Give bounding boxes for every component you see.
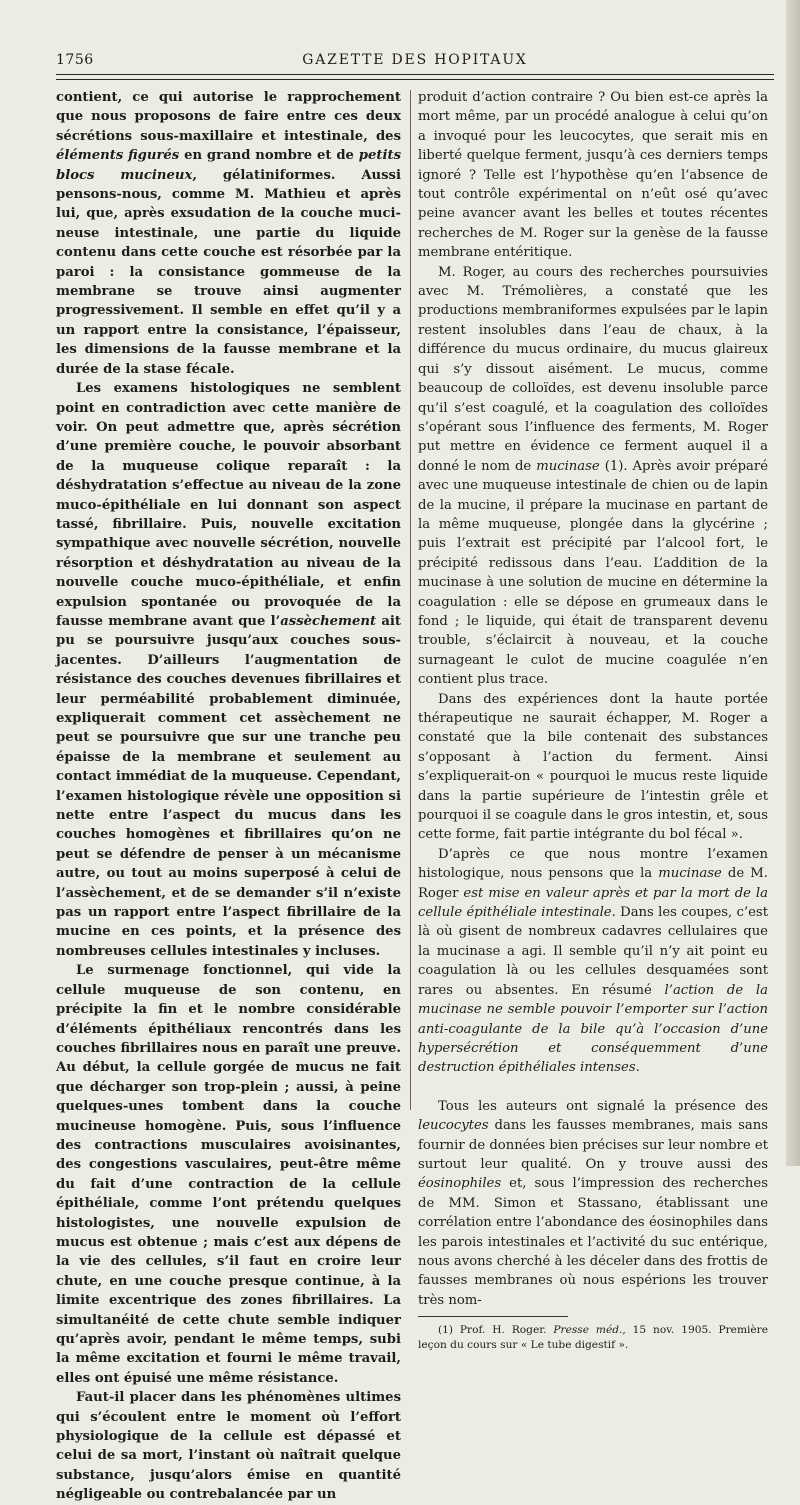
right-paragraph-4: D’après ce que nous montre l’examen histologique, nous pensons que la mucinase de M. Roger est mise en valeur après et par la mort de la cellule épithéliale intestinale. Dans les coupes, c’est là où gisent de nombreux cadavres cellulaires que la mucinase a agi. Il semble qu’il n’y ait point eu coagulation là ou les cellules desquamées sont rares ou absentes. En résumé l’action de la mucinase ne semble pouvoir l’emporter sur l’action anti-coagulante de la bile qu’à l’occasion d’une hypersécrétion et conséquemment d’une destruction épithéliales intenses. — [418, 846, 769, 1076]
left-column — [56, 88, 401, 1505]
column-divider — [410, 90, 411, 1110]
footnote-rule — [418, 1316, 568, 1317]
footnote: (1) Prof. H. Roger. Presse méd., 15 nov. 1905. Première leçon du cours sur « Le tube digestif ». — [418, 1324, 768, 1352]
page-header — [56, 48, 774, 70]
left-paragraph-3: Le surmenage fonctionnel, qui vide la cellule muqueuse de son contenu, en précipite la fin et le nombre considérable d’éléments épithéliaux rencontrés dans les couches fibrillaires nous en paraît une preuve. Au début, la cellule gorgée de mucus ne fait que décharger son trop-plein ; aussi, à peine quelques-unes tombent dans la couche mucineuse homogène. Puis, sous l’influence des contractions musculaires avoisinantes, des congestions vasculaires, peut-être même du fait d’une contraction de la cellule épithéliale, comme l’ont prétendu quelques histologistes, une nouvelle expulsion de mucus est obtenue ; mais c’est aux dépens de la vie des cellules, s’il faut en croire leur chute, en une couche presque continue, à la limite excentrique des zones fibrillaires. La simultanéité de cette chute semble indiquer qu’après avoir, pendant le même temps, subi la même excitation et fourni le même travail, elles ont épuisé une même résistance. — [56, 963, 401, 1386]
right-column — [418, 88, 768, 1353]
journal-title: GAZETTE DES HOPITAUX — [302, 52, 528, 68]
left-paragraph-1: contient, ce qui autorise le rapprochement que nous proposons de faire entre ces deux sécrétions sous-maxillaire et intestinale, des éléments figurés en grand nombre et de petits blocs mucineux, gélatiniformes. Aussi pensons-nous, comme M. Mathieu et après lui, que, après exsudation de la couche muci-neuse intestinale, une partie du liquide contenu dans cette couche est résorbée par la paroi : la consistance gommeuse de la membrane se trouve ainsi augmenter progressivement. Il semble en effet qu’il y a un rapport entre la consistance, l’épaisseur, les dimensions de la fausse membrane et la durée de la stase fécale. — [56, 90, 401, 377]
page-number: 1756 — [56, 52, 94, 68]
left-paragraph-2: Les examens histologiques ne semblent point en contradiction avec cette manière de voir. On peut admettre que, après sécrétion d’une première couche, le pouvoir absorbant de la muqueuse colique reparaît : la déshydratation s’effectue au niveau de la zone muco-épithéliale en lui donnant son aspect tassé, fibrillaire. Puis, nouvelle excitation sympathique avec nouvelle sécrétion, nouvelle résorption et déshydratation au niveau de la nouvelle couche muco-épithéliale, et enfin expulsion spontanée ou provoquée de la fausse membrane avant que l’assèchement ait pu se poursuivre jusqu’aux couches sous-jacentes. D’ailleurs l’augmentation de résistance des couches devenues fibrillaires et leur perméabilité probablement diminuée, expliquerait comment cet assèchement ne peut se poursuivre que sur une tranche peu épaisse de la membrane et seulement au contact immédiat de la muqueuse. Cependant, l’examen histologique révèle une opposition si nette entre l’aspect du mucus dans les couches homogènes et fibrillaires qu’on ne peut se défendre de penser à un mécanisme autre, ou tout au moins superposé à celui de l’assèchement, et de se demander s’il n’existe pas un rapport entre l’aspect fibrillaire de la mucine en ces points, et la présence des nombreuses cellules intestinales y incluses. — [56, 381, 401, 959]
page-edge — [786, 0, 800, 1166]
header-double-rule — [56, 74, 774, 80]
left-paragraph-4: Faut-il placer dans les phénomènes ultimes qui s’écoulent entre le moment où l’effort physiologique de la cellule est dépassé et celui de sa mort, l’instant où naîtrait quelque substance, jusqu’alors émise en quantité négligeable ou contrebalancée par un — [56, 1390, 401, 1503]
right-paragraph-3: Dans des expériences dont la haute portée thérapeutique ne saurait échapper, M. Roger a constaté que la bile contenait des substances s’opposant à l’action du ferment. Ainsi s’expliquerait-on « pourquoi le mucus reste liquide dans la partie supérieure de l’intestin grêle et pourquoi il se coagule dans le gros intestin, et, sous cette forme, fait partie intégrante du bol fécal ». — [418, 691, 768, 843]
right-paragraph-2: M. Roger, au cours des recherches poursuivies avec M. Trémolières, a constaté que les productions membraniformes expulsées par le lapin restent insolubles dans l’eau de chaux, à la différence du mucus ordinaire, du mucus glaireux qui s’y dissout aisément. Le mucus, comme beaucoup de colloïdes, est devenu insoluble parce qu’il s’est coagulé, et la coagulation des colloïdes s’opérant sous l’influence des ferments, M. Roger put mettre en évidence ce ferment auquel il a donné le nom de mucinase (1). Après avoir préparé avec une muqueuse intestinale de chien ou de lapin de la mucine, il prépare la mucinase en partant de la même muqueuse, plongée dans la glycérine ; puis l’extrait est précipité par l’alcool fort, le précipité redissous dans l’eau. L’addition de la mucinase à une solution de mucine en détermine la coagulation : elle se dépose en grumeaux dans le fond ; le liquide, qui était de transparent devenu trouble, s’éclaircit à nouveau, et la couche surnageant le culot de mucine coagulée n’en contient plus trace. — [418, 264, 768, 688]
right-paragraph-1: produit d’action contraire ? Ou bien est-ce après la mort même, par un procédé analogue à celui qu’on a invoqué pour les leucocytes, que serait mis en liberté quelque ferment, jusqu’à ces derniers temps ignoré ? Telle est l’hypothèse qu’en l’absence de tout contrôle expérimental on n’eût osé qu’avec peine avancer avant les belles et toutes récentes recherches de M. Roger sur la genèse de la fausse membrane entéritique. — [418, 90, 768, 261]
right-paragraph-5: Tous les auteurs ont signalé la présence des leucocytes dans les fausses membranes, mais sans fournir de données bien précises sur leur nombre et surtout leur qualité. On y trouve aussi des éosinophiles et, sous l’impression des recherches de MM. Simon et Stassano, établissant une corrélation entre l’abondance des éosinophiles dans les parois intestinales et l’activité du suc entérique, nous avons cherché à les déceler dans des frottis de fausses membranes où nous espérions les trouver très nom- — [418, 1098, 768, 1308]
